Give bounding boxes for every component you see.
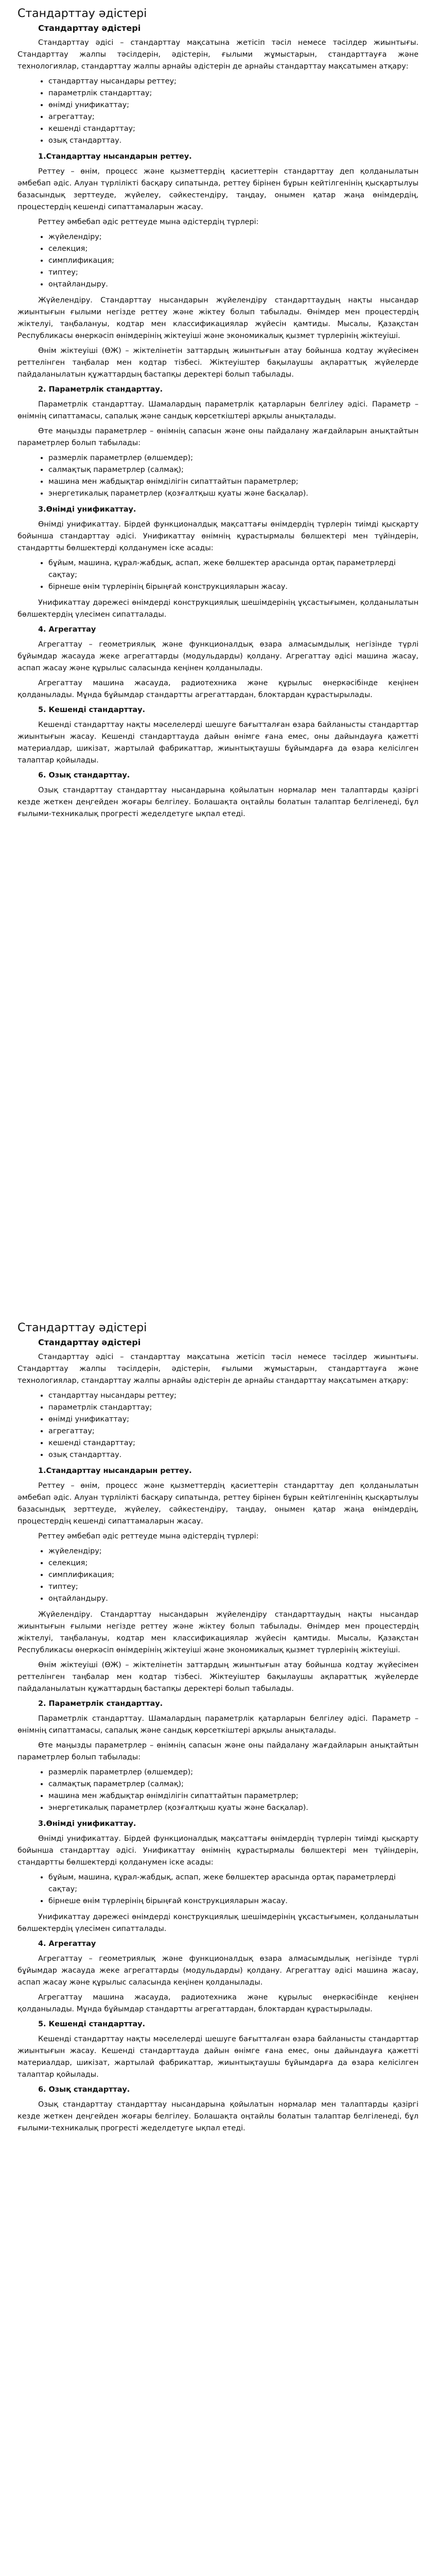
list-item: • өнімді унификаттау; xyxy=(48,1414,418,1426)
paragraph: Реттеу – өнім, процесс және қызметтердің қасиеттерін стандарттау деп қолданылатын әмбебап әдіс. Алуан түрлілікті басқару сипатында, реттеу бірінен бұрын кейтілгенінің қысқартылуы базасындық зерттеуде, жүйелеу, сәйкестендіру, таңдау, онымен қатар жаңа өнімдердің, процестердің кешенді сипаттамаларын жасау. xyxy=(18,1482,418,1526)
list-item: • стандарттау нысандары реттеу; xyxy=(48,76,418,88)
paragraph: Параметрлік стандарттау. Шамалардың параметрлік қатарларын белгілеу әдісі. Параметр – өнімнің сипаттамасы, сапалық және сандық көрсеткіштері арқылы анықталады. xyxy=(18,400,418,420)
list-item: • типтеу; xyxy=(48,267,418,279)
heading-parametric: 2. Параметрлік стандарттау. xyxy=(38,385,163,394)
methods-list xyxy=(18,76,418,147)
content-section-1 xyxy=(18,23,418,1260)
list-item: • бірнеше өнім түрлерінің бірыңғай конструкцияларын жасау. xyxy=(48,581,418,593)
paragraph: Унификаттау дәрежесі өнімдерді конструкциялық шешімдерінің ұқсастығымен, қолданылатын бөлшектердің үлесімен сипатталады. xyxy=(18,599,418,619)
heading-regulation: 1.Стандарттау нысандарын реттеу. xyxy=(38,1467,192,1475)
content-section-2 xyxy=(18,1337,418,2574)
paragraph: Кешенді стандарттау нақты мәселелерді шешуге бағытталған өзара байланысты стандарттар жиынтығын жасау. Кешенді стандарттауда дайын өнімге ғана емес, оны дайындауға қажетті материалдар, шикізат, жартылай фабрикаттар, жиынтықтаушы бұйымдарға да өзара келісілген талаптар қойылады. xyxy=(18,721,418,765)
spacer xyxy=(18,1260,418,1321)
paragraph: Агрегаттау – геометриялық және функционалдық өзара алмасымдылық негізінде түрлі бұйымдар жасауда жеке агрегаттарды (модульдарды) қолдану. Агрегаттау әдісі машина жасау, аспап жасау және құрылыс саласында кеңінен қолданылады. xyxy=(18,1955,418,1987)
list-item: • өнімді унификаттау; xyxy=(48,99,418,111)
unification-list xyxy=(18,557,418,593)
list-item: • оңтайландыру. xyxy=(48,279,418,291)
list-item: • агрегаттау; xyxy=(48,111,418,123)
heading-aggregation: 4. Агрегаттау xyxy=(38,625,96,634)
list-item: • агрегаттау; xyxy=(48,1426,418,1437)
paragraph: Озық стандарттау стандарттау нысандарына қойылатын нормалар мен талаптарды қазіргі кезде жеткен деңгейден жоғары белгілеу. Болашақта оңтайлы болатын талаптар белгіленеді, бұл ғылыми-техникалық прогресті жеделдетуге ықпал етеді. xyxy=(18,2100,418,2132)
paragraph: Өнім жіктеуіші (ӨЖ) – жіктелінетін заттардың жиынтығын атау бойынша кодтау жүйесімен реттелінген таңбалар мен кодтар тізбесі. Жіктеуіштер бақылаушы ақпараттық жүйелерде пайдаланылатын құжаттардың бастапқы деректері болып табылады. xyxy=(18,347,418,379)
list-item: • стандарттау нысандары реттеу; xyxy=(48,1390,418,1402)
paragraph: Реттеу әмбебап әдіс реттеуде мына әдістердің түрлері: xyxy=(38,1532,259,1540)
list-item: • машина мен жабдықтар өнімділігін сипаттайтын параметрлер; xyxy=(48,1790,418,1802)
paragraph: Параметрлік стандарттау. Шамалардың параметрлік қатарларын белгілеу әдісі. Параметр – өнімнің сипаттамасы, сапалық және сандық көрсеткіштері арқылы анықталады. xyxy=(18,1715,418,1735)
list-item: • селекция; xyxy=(48,243,418,255)
paragraph: Агрегаттау – геометриялық және функционалдық өзара алмасымдылық негізінде түрлі бұйымдар жасауда жеке агрегаттарды (модульдарды) қолдану. Агрегаттау әдісі машина жасау, аспап жасау және құрылыс саласында кеңінен қолданылады. xyxy=(18,640,418,672)
unification-list xyxy=(18,1872,418,1907)
list-item: • бұйым, машина, құрал-жабдық, аспап, жеке бөлшектер арасында ортақ параметрлерді сақтау; xyxy=(48,557,418,581)
paragraph: Өнімді унификаттау. Бірдей функционалдық мақсаттағы өнімдердің түрлерін тиімді қысқарту бойынша стандарттау әдісі. Унификаттау өнімнің құрастырмалы бөлшектері мен түйіндерін, стандартты бөлшектерді қолданумен іске асады: xyxy=(18,1835,418,1867)
paragraph-intro: Стандарттау әдісі – стандарттау мақсатына жетісіп тәсіл немесе тәсілдер жиынтығы. Стандарттау жалпы тәсілдерін, әдістерін, ғылыми жұмыстарын, стандарттауға және технологиялар, стандарттау жалпы арнайы әдістерін де арнайы стандарттау мақсатымен атқару: xyxy=(18,39,418,71)
paragraph: Өнім жіктеуіші (ӨЖ) – жіктелінетін заттардың жиынтығын атау бойынша кодтау жүйесімен реттелінген таңбалар мен кодтар тізбесі. Жіктеуіштер бақылаушы ақпараттық жүйелерде пайдаланылатын құжаттардың бастапқы деректері болып табылады. xyxy=(18,1661,418,1693)
heading-complex: 5. Кешенді стандарттау. xyxy=(38,706,145,714)
section-heading: Стандарттау әдістері xyxy=(38,1337,141,1347)
heading-unification: 3.Өнімді унификаттау. xyxy=(38,1820,136,1828)
list-item: • параметрлік стандарттау; xyxy=(48,88,418,99)
list-item: • энергетикалық параметрлер (қозғалтқыш қуаты және басқалар). xyxy=(48,1802,418,1814)
paragraph: Өте маңызды параметрлер – өнімнің сапасын және оны пайдалану жағдайларын анықтайтын параметрлер болып табылады: xyxy=(18,1741,418,1761)
list-item: • типтеу; xyxy=(48,1581,418,1593)
paragraph: Жүйелендіру. Стандарттау нысандарын жүйелендіру стандарттаудың нақты нысандар жиынтығын ғылыми негізде реттеу және жіктеу болып табылады. Өнімдер мен процестердің жіктелуі, таңбалануы, кодтар мен классификациялар жүйесін қамтиды. Мысалы, Қазақстан Республикасы өнеркәсіп өнімдерінің жіктеуіші және экономикалық қызмет түрлерінің жіктеуіші. xyxy=(18,296,418,340)
paragraph: Өте маңызды параметрлер – өнімнің сапасын және оны пайдалану жағдайларын анықтайтын параметрлер болып табылады: xyxy=(18,427,418,447)
paragraph: Унификаттау дәрежесі өнімдерді конструкциялық шешімдерінің ұқсастығымен, қолданылатын бөлшектердің үлесімен сипатталады. xyxy=(18,1913,418,1933)
paragraph-intro: Стандарттау әдісі – стандарттау мақсатына жетісіп тәсіл немесе тәсілдер жиынтығы. Стандарттау жалпы тәсілдерін, әдістерін, ғылыми жұмыстарын, стандарттауға және технологиялар, стандарттау жалпы арнайы әдістерін де арнайы стандарттау мақсатымен атқару: xyxy=(18,1353,418,1385)
regulation-list xyxy=(18,231,418,291)
list-item: • размерлік параметрлер (өлшемдер); xyxy=(48,452,418,464)
methods-list xyxy=(18,1390,418,1461)
paragraph: Кешенді стандарттау нақты мәселелерді шешуге бағытталған өзара байланысты стандарттар жиынтығын жасау. Кешенді стандарттауда дайын өнімге ғана емес, оны дайындауға қажетті материалдар, шикізат, жартылай фабрикаттар, жиынтықтаушы бұйымдарға да өзара келісілген талаптар қойылады. xyxy=(18,2035,418,2079)
paragraph: Жүйелендіру. Стандарттау нысандарын жүйелендіру стандарттаудың нақты нысандар жиынтығын ғылыми негізде реттеу және жіктеу болып табылады. Өнімдер мен процестердің жіктелуі, таңбалануы, кодтар мен классификациялар жүйесін қамтиды. Мысалы, Қазақстан Республикасы өнеркәсіп өнімдерінің жіктеуіші және экономикалық қызмет түрлерінің жіктеуіші. xyxy=(18,1611,418,1654)
heading-advanced: 6. Озық стандарттау. xyxy=(38,2086,130,2094)
paragraph: Өнімді унификаттау. Бірдей функционалдық мақсаттағы өнімдердің түрлерін тиімді қысқарту бойынша стандарттау әдісі. Унификаттау өнімнің құрастырмалы бөлшектері мен түйіндерін, стандартты бөлшектерді қолданумен іске асады: xyxy=(18,520,418,552)
paragraph: Озық стандарттау стандарттау нысандарына қойылатын нормалар мен талаптарды қазіргі кезде жеткен деңгейден жоғары белгілеу. Болашақта оңтайлы болатын талаптар белгіленеді, бұл ғылыми-техникалық прогресті жеделдетуге ықпал етеді. xyxy=(18,786,418,818)
heading-unification: 3.Өнімді унификаттау. xyxy=(38,505,136,514)
section-heading: Стандарттау әдістері xyxy=(38,23,141,33)
regulation-list xyxy=(18,1546,418,1605)
heading-complex: 5. Кешенді стандарттау. xyxy=(38,2020,145,2028)
list-item: • бірнеше өнім түрлерінің бірыңғай конструкцияларын жасау. xyxy=(48,1895,418,1907)
list-item: • симплификация; xyxy=(48,1569,418,1581)
list-item: • салмақтық параметрлер (салмақ); xyxy=(48,1778,418,1790)
paragraph: Агрегаттау машина жасауда, радиотехника және құрылыс өнеркәсібінде кеңінен қолданылады. Мұнда бұйымдар стандартты агрегаттардан, блоктардан құрастырылады. xyxy=(18,679,418,699)
list-item: • салмақтық параметрлер (салмақ); xyxy=(48,464,418,476)
list-item: • кешенді стандарттау; xyxy=(48,1437,418,1449)
list-item: • озық стандарттау. xyxy=(48,135,418,147)
list-item: • симплификация; xyxy=(48,255,418,267)
paragraph: Агрегаттау машина жасауда, радиотехника және құрылыс өнеркәсібінде кеңінен қолданылады. Мұнда бұйымдар стандартты агрегаттардан, блоктардан құрастырылады. xyxy=(18,1993,418,2013)
list-item: • энергетикалық параметрлер (қозғалтқыш қуаты және басқалар). xyxy=(48,488,418,500)
document-title: Стандарттау әдістері xyxy=(18,7,147,20)
heading-advanced: 6. Озық стандарттау. xyxy=(38,771,130,779)
list-item: • селекция; xyxy=(48,1557,418,1569)
params-list xyxy=(18,1767,418,1814)
paragraph: Реттеу әмбебап әдіс реттеуде мына әдістердің түрлері: xyxy=(38,218,259,226)
list-item: • жүйелендіру; xyxy=(48,231,418,243)
list-item: • озық стандарттау. xyxy=(48,1449,418,1461)
list-item: • машина мен жабдықтар өнімділігін сипаттайтын параметрлер; xyxy=(48,476,418,488)
list-item: • оңтайландыру. xyxy=(48,1593,418,1605)
list-item: • размерлік параметрлер (өлшемдер); xyxy=(48,1767,418,1778)
list-item: • жүйелендіру; xyxy=(48,1546,418,1557)
paragraph: Реттеу – өнім, процесс және қызметтердің қасиеттерін стандарттау деп қолданылатын әмбебап әдіс. Алуан түрлілікті басқару сипатында, реттеу бірінен бұрын кейтілгенінің қысқартылуы базасындық зерттеуде, жүйелеу, сәйкестендіру, таңдау, онымен қатар жаңа өнімдердің, процестердің кешенді сипаттамаларын жасау. xyxy=(18,167,418,211)
heading-parametric: 2. Параметрлік стандарттау. xyxy=(38,1700,163,1708)
params-list xyxy=(18,452,418,500)
heading-regulation: 1.Стандарттау нысандарын реттеу. xyxy=(38,152,192,161)
list-item: • кешенді стандарттау; xyxy=(48,123,418,135)
document-title-repeat: Стандарттау әдістері xyxy=(18,1321,147,1334)
heading-aggregation: 4. Агрегаттау xyxy=(38,1940,96,1948)
list-item: • бұйым, машина, құрал-жабдық, аспап, жеке бөлшектер арасында ортақ параметрлерді сақтау; xyxy=(48,1872,418,1895)
list-item: • параметрлік стандарттау; xyxy=(48,1402,418,1414)
